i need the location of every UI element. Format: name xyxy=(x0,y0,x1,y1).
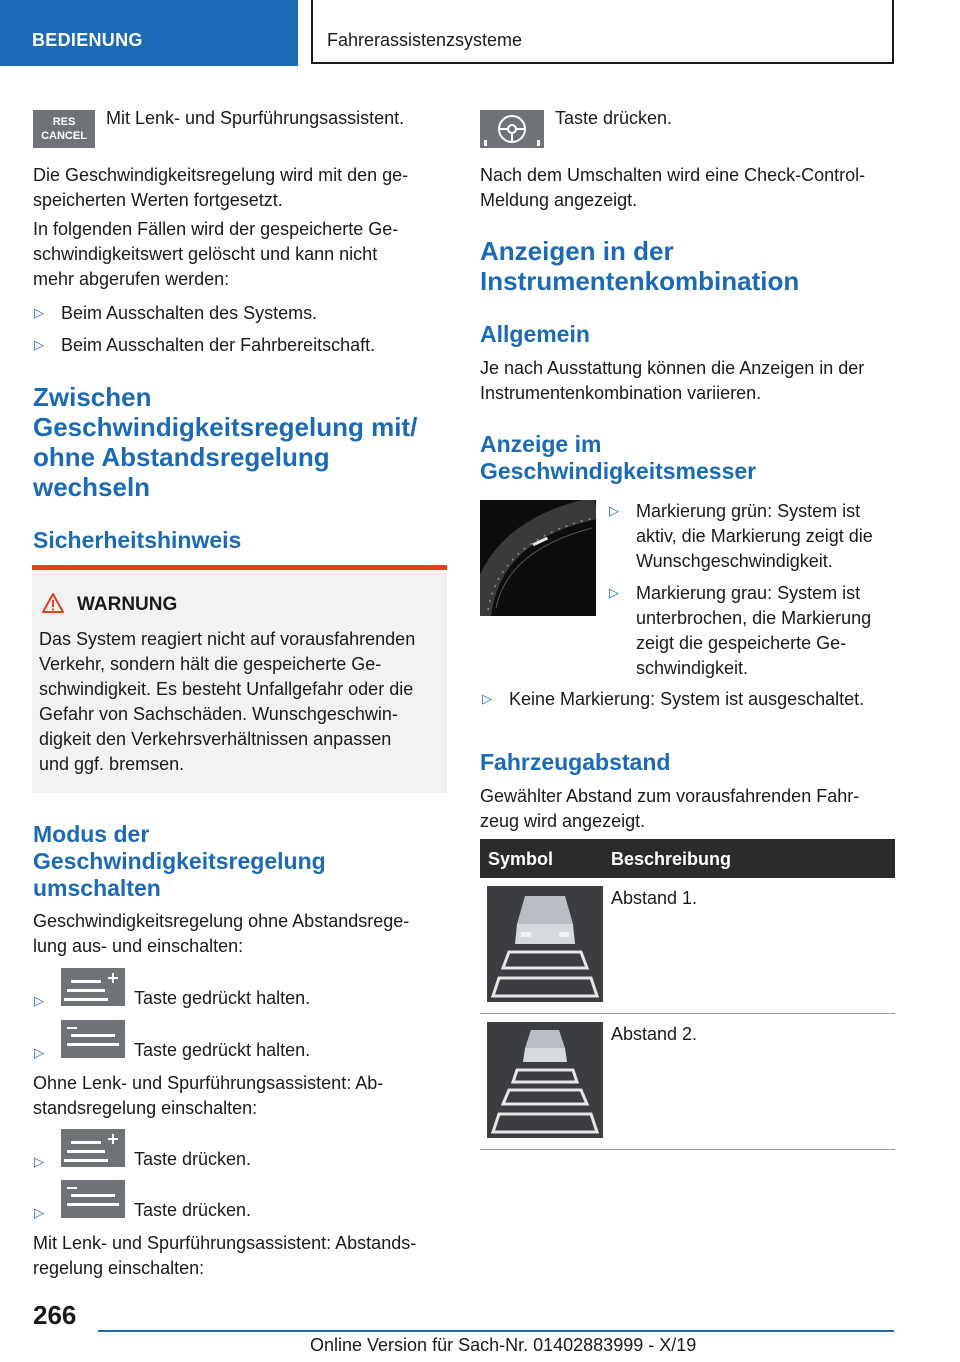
distance-plus-button-icon xyxy=(61,968,125,1006)
paragraph-general-2: Instrumentenkombination variieren. xyxy=(480,383,762,403)
warning-box xyxy=(32,565,447,793)
warning-title: WARNUNG xyxy=(77,594,178,615)
heading-speedometer-2: Geschwindigkeitsmesser xyxy=(480,458,757,484)
heading-switch-3: ohne Abstandsregelung xyxy=(33,442,330,472)
paragraph-check-control-2: Meldung angezeigt. xyxy=(480,190,638,210)
warning-line: schwindigkeit. Es besteht Unfallgefahr oder die xyxy=(39,679,414,699)
step-text: Taste gedrückt halten. xyxy=(134,988,311,1008)
heading-general: Allgemein xyxy=(480,321,590,347)
heading-switch-1: Zwischen xyxy=(33,382,152,412)
heading-switch-4: wechseln xyxy=(33,472,151,502)
list-item: zeigt die gespeicherte Ge- xyxy=(636,633,847,653)
paragraph-cases-3: mehr abgerufen werden: xyxy=(33,269,230,289)
table-row-description: Abstand 1. xyxy=(611,888,698,908)
paragraph-with-assist-1: Mit Lenk- und Spurführungsassistent: Abstands- xyxy=(33,1233,417,1253)
list-item: Beim Ausschalten der Fahrbereitschaft. xyxy=(61,335,376,355)
bullet-triangle-icon: ▷ xyxy=(34,1205,44,1220)
heading-speedometer-1: Anzeige im xyxy=(480,431,602,457)
footer-online-version: Online Version für Sach-Nr. 01402883999 - X/19 xyxy=(310,1335,697,1355)
list-item: aktiv, die Markierung zeigt die xyxy=(636,526,873,546)
footer-rule xyxy=(98,1330,894,1332)
section-title: BEDIENUNG xyxy=(32,30,143,50)
paragraph-check-control-1: Nach dem Umschalten wird eine Check-Control- xyxy=(480,165,866,185)
heading-mode-1: Modus der xyxy=(33,821,150,847)
warning-line: Das System reagiert nicht auf vorausfahrenden xyxy=(39,629,416,649)
bullet-triangle-icon: ▷ xyxy=(34,993,44,1008)
heading-display-2: Instrumentenkombination xyxy=(480,266,800,296)
steering-assist-button-icon xyxy=(480,110,544,148)
heading-switch-2: Geschwindigkeitsregelung mit/ xyxy=(33,412,418,442)
paragraph-distance-1: Gewählter Abstand zum vorausfahrenden Fahr- xyxy=(480,786,860,806)
distance-2-image xyxy=(487,1022,603,1138)
bullet-triangle-icon: ▷ xyxy=(609,585,619,600)
bullet-triangle-icon: ▷ xyxy=(482,691,492,706)
warning-line: und ggf. bremsen. xyxy=(39,754,185,774)
heading-safety: Sicherheitshinweis xyxy=(33,527,242,553)
page-number: 266 xyxy=(33,1300,77,1330)
bullet-triangle-icon: ▷ xyxy=(609,503,619,518)
warning-line: digkeit den Verkehrsverhältnissen anpassen xyxy=(39,729,392,749)
chapter-tab xyxy=(311,0,894,64)
paragraph-mode-2: lung aus- und einschalten: xyxy=(33,936,244,956)
bullet-triangle-icon: ▷ xyxy=(34,1154,44,1169)
paragraph-general-1: Je nach Ausstattung können die Anzeigen in der xyxy=(480,358,865,378)
paragraph-cases-1: In folgenden Fällen wird der gespeicherte Ge- xyxy=(33,219,399,239)
column-header-description: Beschreibung xyxy=(611,849,732,869)
chapter-title: Fahrerassistenzsysteme xyxy=(327,30,523,50)
res-cancel-button-icon: RES CANCEL xyxy=(33,110,95,148)
warning-line: Verkehr, sondern hält die gespeicherte Ge- xyxy=(39,654,382,674)
assist-text: Taste drücken. xyxy=(555,108,673,128)
res-cancel-text: Mit Lenk- und Spurführungsassistent. xyxy=(106,108,405,128)
warning-triangle-icon xyxy=(41,592,65,614)
step-text: Taste drücken. xyxy=(134,1200,252,1220)
step-text: Taste gedrückt halten. xyxy=(134,1040,311,1060)
heading-display-1: Anzeigen in der xyxy=(480,236,674,266)
distance-plus-button-icon xyxy=(61,1129,125,1167)
paragraph-no-assist-2: standsregelung einschalten: xyxy=(33,1098,258,1118)
table-row-divider xyxy=(480,1149,895,1150)
column-header-symbol: Symbol xyxy=(488,849,554,869)
list-item: Markierung grau: System ist xyxy=(636,583,861,603)
step-text: Taste drücken. xyxy=(134,1149,252,1169)
distance-minus-button-icon xyxy=(61,1020,125,1058)
heading-distance: Fahrzeugabstand xyxy=(480,749,671,775)
list-item: Wunschgeschwindigkeit. xyxy=(636,551,833,571)
paragraph-distance-2: zeug wird angezeigt. xyxy=(480,811,646,831)
heading-mode-2: Geschwindigkeitsregelung xyxy=(33,848,326,874)
paragraph-with-assist-2: regelung einschalten: xyxy=(33,1258,205,1278)
list-item: Markierung grün: System ist xyxy=(636,501,861,521)
paragraph-continue-2: speicherten Werten fortgesetzt. xyxy=(33,190,283,210)
table-row-divider xyxy=(480,1013,895,1014)
bullet-triangle-icon: ▷ xyxy=(34,337,44,352)
list-item: schwindigkeit. xyxy=(636,658,749,678)
table-header xyxy=(480,839,895,878)
distance-minus-button-icon xyxy=(61,1180,125,1218)
warning-line: Gefahr von Sachschäden. Wunschgeschwin- xyxy=(39,704,398,724)
paragraph-no-assist-1: Ohne Lenk- und Spurführungsassistent: Ab- xyxy=(33,1073,384,1093)
table-row-description: Abstand 2. xyxy=(611,1024,698,1044)
bullet-triangle-icon: ▷ xyxy=(34,305,44,320)
section-tab xyxy=(0,0,298,66)
heading-mode-3: umschalten xyxy=(33,875,161,901)
paragraph-continue-1: Die Geschwindigkeitsregelung wird mit den ge- xyxy=(33,165,409,185)
bullet-triangle-icon: ▷ xyxy=(34,1045,44,1060)
paragraph-mode-1: Geschwindigkeitsregelung ohne Abstandsrege- xyxy=(33,911,410,931)
list-item: Beim Ausschalten des Systems. xyxy=(61,303,318,323)
list-item: Keine Markierung: System ist ausgeschaltet. xyxy=(509,689,865,709)
speedometer-image xyxy=(480,500,596,616)
list-item: unterbrochen, die Markierung xyxy=(636,608,872,628)
distance-1-image xyxy=(487,886,603,1002)
paragraph-cases-2: schwindigkeitswert gelöscht und kann nicht xyxy=(33,244,378,264)
